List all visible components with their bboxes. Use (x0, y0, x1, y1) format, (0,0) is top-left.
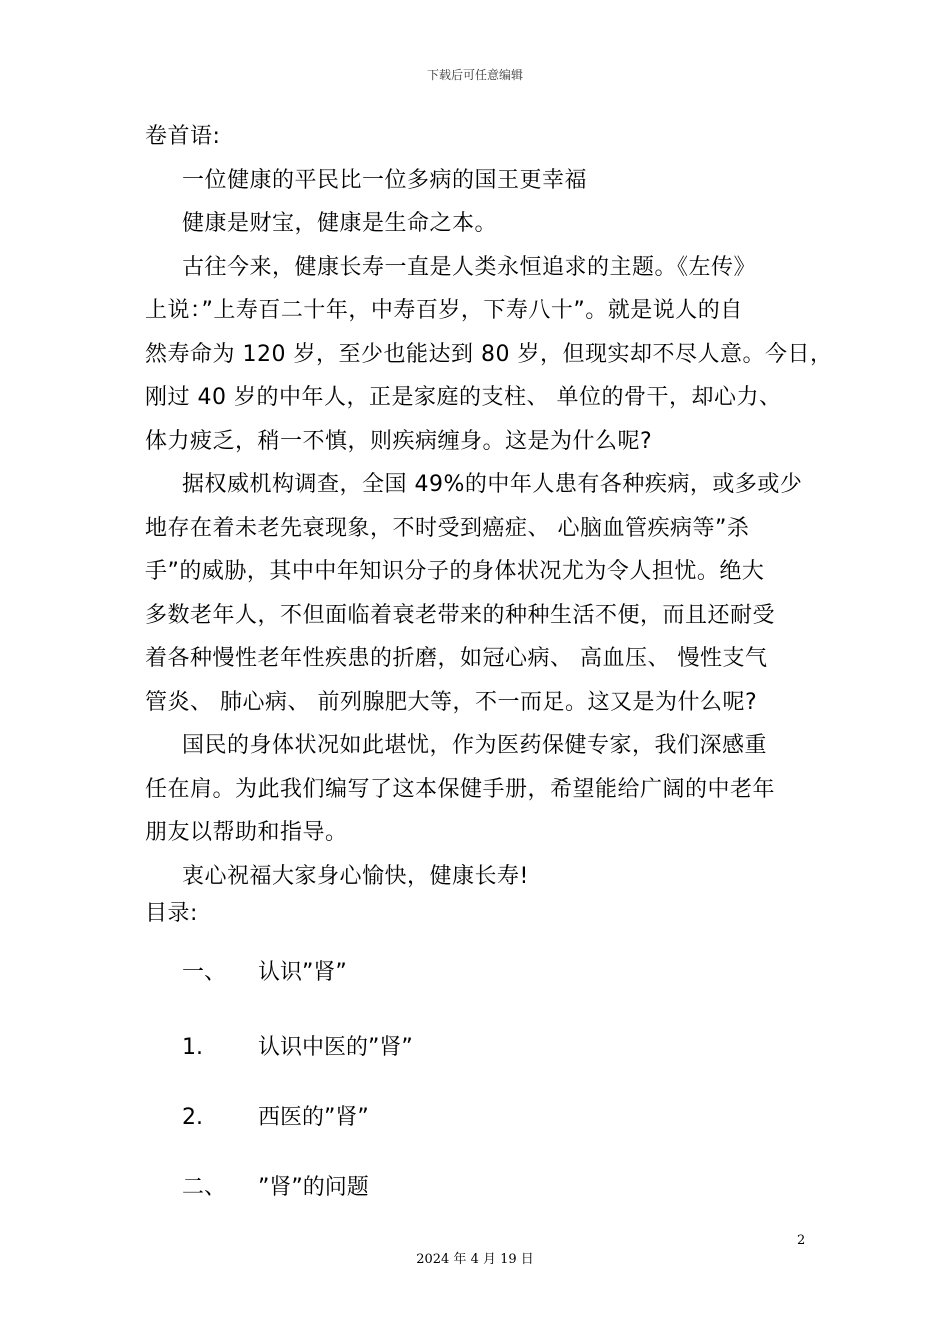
preface-line: 一位健康的平民比一位多病的国王更幸福 (182, 167, 588, 193)
preface-line: 古往今来，健康长寿一直是人类永恒追求的主题。《左传》 (182, 254, 757, 280)
header-note: 下载后可任意编辑 (426, 68, 523, 82)
preface-line: 地存在着未老先衰现象，不时受到癌症、 心脑血管疾病等”杀 (145, 515, 750, 541)
toc-item-number: 一、 (182, 960, 227, 985)
preface-line: 任在肩。为此我们编写了这本保健手册，希望能给广阔的中老年 (145, 776, 776, 802)
page-number: 2 (797, 1233, 806, 1248)
toc-heading: 目录: (145, 901, 198, 926)
preface-line: 着各种慢性老年性疾患的折磨，如冠心病、 高血压、 慢性支气 (145, 646, 768, 671)
toc-item-label: ”肾”的问题 (258, 1175, 369, 1200)
toc-item[interactable] (182, 1170, 369, 1201)
toc-item[interactable] (182, 955, 347, 986)
preface-line: 然寿命为 120 岁，至少也能达到 80 岁，但现实却不尽人意。今日， (145, 341, 833, 367)
preface-line: 健康是财宝，健康是生命之本。 (182, 211, 498, 236)
toc-heading-block (145, 892, 815, 936)
preface-section (145, 115, 833, 898)
preface-line: 多数老年人，不但面临着衰老带来的种种生活不便，而且还耐受 (145, 602, 776, 628)
toc-item[interactable] (182, 1030, 413, 1061)
toc-item-label: 西医的”肾” (258, 1105, 369, 1130)
preface-line: 朋友以帮助和指导。 (145, 820, 348, 845)
toc-item-label: 认识中医的”肾” (258, 1035, 413, 1060)
toc-item[interactable] (182, 1100, 369, 1131)
toc-item-number: 2. (182, 1105, 203, 1130)
toc-item-label: 认识”肾” (258, 960, 347, 985)
preface-line: 上说：”上寿百二十年，中寿百岁，下寿八十”。就是说人的自 (145, 298, 743, 323)
preface-line: 衷心祝福大家身心愉快，健康长寿! (182, 863, 529, 889)
footer-date: 2024 年 4 月 19 日 (416, 1252, 534, 1267)
preface-line: 据权威机构调查，全国 49%的中年人患有各种疾病，或多或少 (182, 472, 803, 497)
preface-line: 国民的身体状况如此堪忧，作为医药保健专家，我们深感重 (182, 733, 768, 758)
preface-line: 手”的威胁，其中中年知识分子的身体状况尤为令人担忧。绝大 (145, 559, 765, 584)
preface-line: 体力疲乏，稍一不慎，则疾病缠身。这是为什么呢? (145, 428, 653, 454)
toc-item-number: 1. (182, 1035, 203, 1060)
preface-heading: 卷首语: (145, 124, 221, 149)
preface-line: 管炎、 肺心病、 前列腺肥大等，不一而足。这又是为什么呢? (145, 689, 758, 715)
toc-item-number: 二、 (182, 1175, 227, 1200)
preface-line: 刚过 40 岁的中年人，正是家庭的支柱、 单位的骨干，却心力、 (145, 385, 782, 410)
